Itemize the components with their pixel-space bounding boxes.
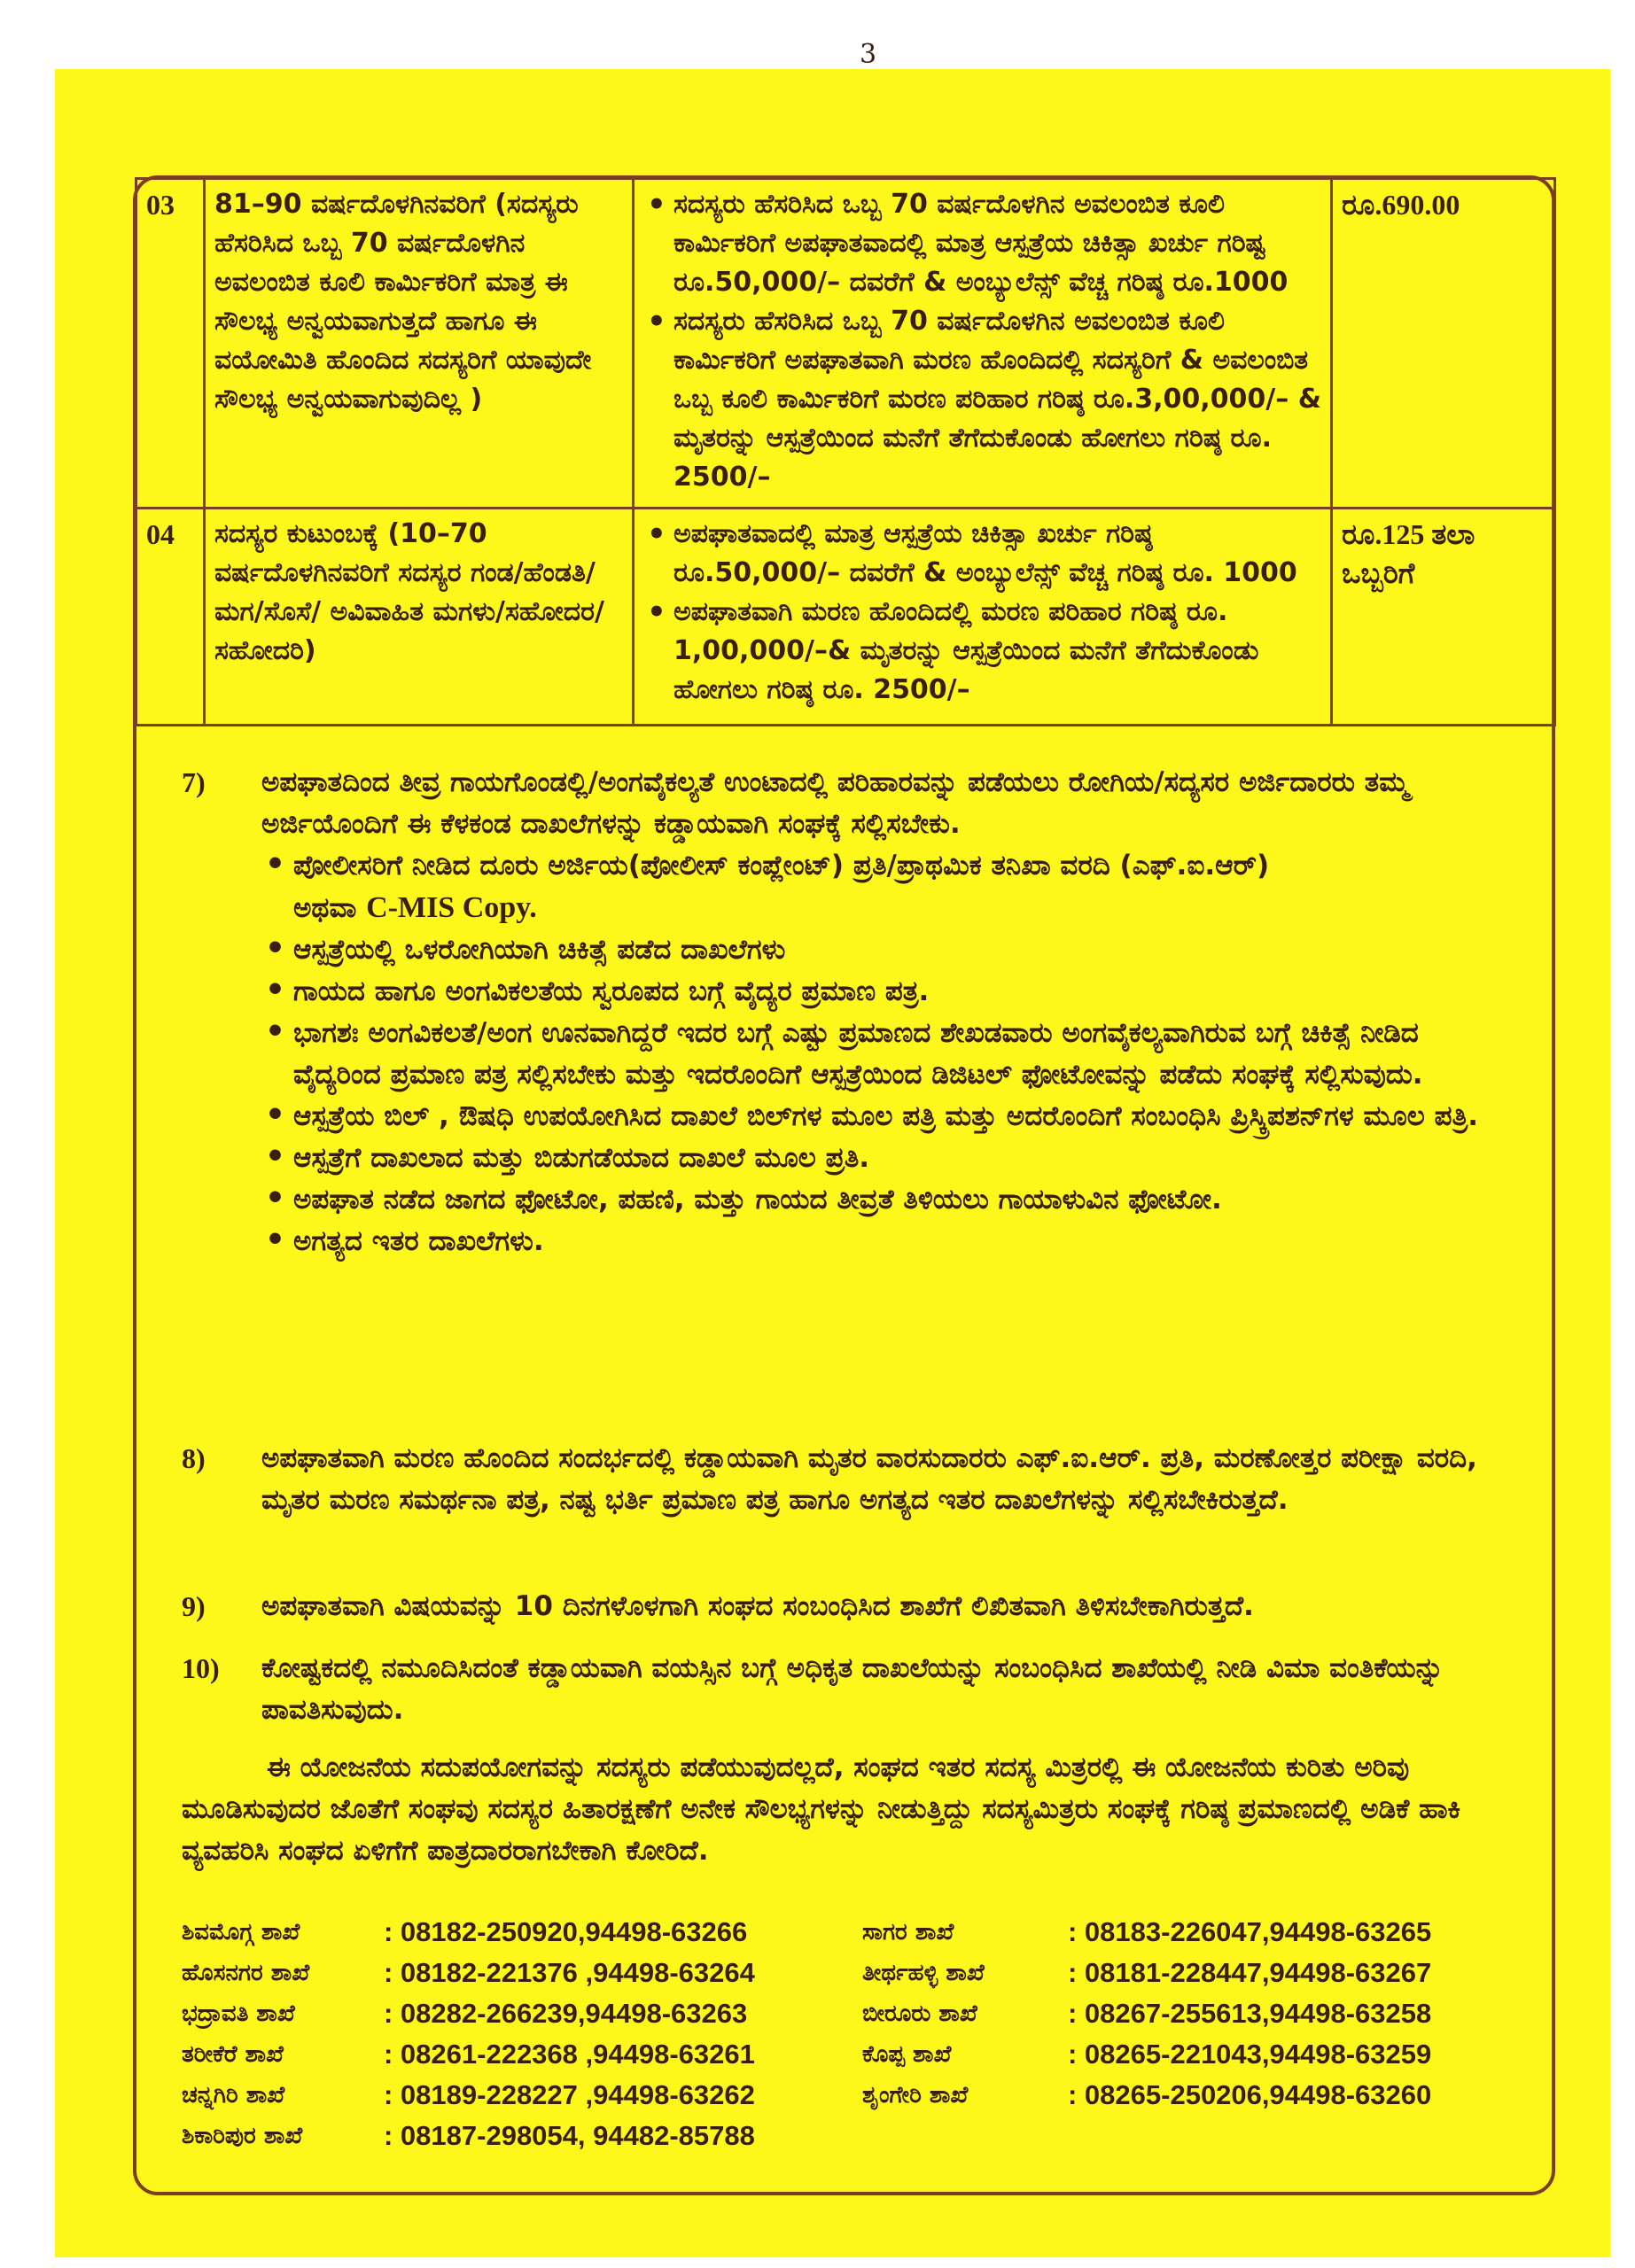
plan-serial: 03 xyxy=(136,179,205,509)
document-or: ಅಥವಾ xyxy=(293,892,357,924)
branch-phone: : 08189-228227 ,94498-63262 xyxy=(384,2079,755,2110)
branch-name: ಶಿಕಾರಿಪುರ ಶಾಖೆ xyxy=(182,2122,303,2149)
benefit-item: • ಸದಸ್ಯರು ಹೆಸರಿಸಿದ ಒಬ್ಬ 70 ವರ್ಷದೊಳಗಿನ ಅವಲಂಬಿತ ಕೂಲಿ ಕಾರ್ಮಿಕರಿಗೆ ಅಪಘಾತವಾದಲ್ಲಿ ಮಾತ್ರ ಆಸ್ಪತ್ರೆಯ ಚಿಕಿತ್ಸಾ ಖರ್ಚು ಗರಿಷ್ಟ ರೂ.50,000/– ದವರೆಗೆ & ಅಂಬ್ಯುಲೆನ್ಸ್ ವೆಚ್ಚ ಗರಿಷ್ಠ ರೂ.1000 xyxy=(643,185,1321,302)
table-row xyxy=(182,1912,1431,1953)
plan-eligibility: ಸದಸ್ಯರ ಕುಟುಂಬಕ್ಕೆ (10–70 ವರ್ಷದೊಳಗಿನವರಿಗೆ ಸದಸ್ಯರ ಗಂಡ/ಹೆಂಡತಿ/ ಮಗ/ಸೊಸೆ/ ಅವಿವಾಹಿತ ಮಗಳು/ಸಹೋದರ/ ಸಹೋದರಿ) xyxy=(205,509,634,726)
branch-phone: : 08261-222368 ,94498-63261 xyxy=(384,2039,755,2070)
list-item xyxy=(261,845,1511,929)
table-row xyxy=(182,2034,1431,2075)
branch-phone: : 08282-266239,94498-63263 xyxy=(384,1998,748,2029)
point-9 xyxy=(182,1586,1511,1627)
branch-name: ಚನ್ನಗಿರಿ ಶಾಖೆ xyxy=(182,2081,285,2109)
branch-phone: : 08267-255613,94498-63258 xyxy=(1068,1998,1432,2029)
branch-phone xyxy=(1068,2116,1431,2156)
point-number: 9) xyxy=(182,1590,206,1622)
benefit-item: • ಸದಸ್ಯರು ಹೆಸರಿಸಿದ ಒಬ್ಬ 70 ವರ್ಷದೊಳಗಿನ ಅವಲಂಬಿತ ಕೂಲಿ ಕಾರ್ಮಿಕರಿಗೆ ಅಪಘಾತವಾಗಿ ಮರಣ ಹೊಂದಿದಲ್ಲಿ ಸದಸ್ಯರಿಗೆ & ಅವಲಂಬಿತ ಒಬ್ಬ ಕೂಲಿ ಕಾರ್ಮಿಕರಿಗೆ ಮರಣ ಪರಿಹಾರ ಗರಿಷ್ಠ ರೂ.3,00,000/– & ಮೃತರನ್ನು ಆಸ್ಪತ್ರೆಯಿಂದ ಮನೆಗೆ ತೆಗೆದುಕೊಂಡು ಹೋಗಲು ಗರಿಷ್ಠ ರೂ. 2500/– xyxy=(643,302,1321,497)
plans-table xyxy=(135,177,1556,726)
point-text: ಅಪಘಾತದಿಂದ ತೀವ್ರ ಗಾಯಗೊಂಡಲ್ಲಿ/ಅಂಗವೈಕಲ್ಯತೆ ಉಂಟಾದಲ್ಲಿ ಪರಿಹಾರವನ್ನು ಪಡೆಯಲು ರೋಗಿಯ/ಸದ್ಯಸರ ಅರ್ಜಿದಾರರು ತಮ್ಮ ಅರ್ಜಿಯೊಂದಿಗೆ ಈ ಕೆಳಕಂಡ ದಾಖಲೆಗಳನ್ನು ಕಡ್ಡಾಯವಾಗಿ ಸಂಘಕ್ಕೆ ಸಲ್ಲಿಸಬೇಕು. xyxy=(261,766,1409,840)
point-7 xyxy=(182,762,1511,1262)
table-row xyxy=(182,1993,1431,2034)
table-row xyxy=(182,2116,1431,2156)
branch-contacts xyxy=(182,1912,1431,2156)
branch-name: ತರೀಕೆರೆ ಶಾಖೆ xyxy=(182,2040,284,2068)
point-8 xyxy=(182,1438,1511,1521)
branch-phone: : 08183-226047,94498-63265 xyxy=(1068,1916,1432,1947)
list-item: • ಆಸ್ಪತ್ರೆಯ ಬಿಲ್ , ಔಷಧಿ ಉಪಯೋಗಿಸಿದ ದಾಖಲೆ ಬಿಲ್‌ಗಳ ಮೂಲ ಪತ್ರಿ ಮತ್ತು ಅದರೊಂದಿಗೆ ಸಂಬಂಧಿಸಿ ಪ್ರಿಸ್ಕ್ರಿಪಶನ್‌ಗಳ ಮೂಲ ಪತ್ರಿ. xyxy=(261,1096,1511,1138)
plan-benefits xyxy=(634,179,1332,509)
list-item: • ಗಾಯದ ಹಾಗೂ ಅಂಗವಿಕಲತೆಯ ಸ್ವರೂಪದ ಬಗ್ಗೆ ವೈದ್ಯರ ಪ್ರಮಾಣ ಪತ್ರ. xyxy=(261,971,1511,1013)
table-row xyxy=(182,2075,1431,2116)
list-item: • ಭಾಗಶಃ ಅಂಗವಿಕಲತೆ/ಅಂಗ ಊನವಾಗಿದ್ದರೆ ಇದರ ಬಗ್ಗೆ ಎಷ್ಟು ಪ್ರಮಾಣದ ಶೇಖಡವಾರು ಅಂಗವೈಕಲ್ಯವಾಗಿರುವ ಬಗ್ಗೆ ಚಿಕಿತ್ಸೆ ನೀಡಿದ ವೈದ್ಯರಿಂದ ಪ್ರಮಾಣ ಪತ್ರ ಸಲ್ಲಿಸಬೇಕು ಮತ್ತು ಇದರೊಂದಿಗೆ ಆಸ್ಪತ್ರೆಯಿಂದ ಡಿಜಿಟಲ್ ಫೋಟೋವನ್ನು ಪಡೆದು ಸಂಘಕ್ಕೆ ಸಲ್ಲಿಸುವುದು. xyxy=(261,1013,1511,1096)
point-text: ಅಪಘಾತವಾಗಿ ಮರಣ ಹೊಂದಿದ ಸಂದರ್ಭದಲ್ಲಿ ಕಡ್ಡಾಯವಾಗಿ ಮೃತರ ವಾರಸುದಾರರು ಎಫ್.ಐ.ಆರ್. ಪ್ರತಿ, ಮರಣೋತ್ತರ ಪರೀಕ್ಷಾ ವರದಿ, ಮೃತರ ಮರಣ ಸಮರ್ಥನಾ ಪತ್ರ, ನಷ್ಟ ಭರ್ತಿ ಪ್ರಮಾಣ ಪತ್ರ ಹಾಗೂ ಅಗತ್ಯದ ಇತರ ದಾಖಲೆಗಳನ್ನು ಸಲ್ಲಿಸಬೇಕಿರುತ್ತದೆ. xyxy=(261,1442,1477,1516)
point-number: 8) xyxy=(182,1442,206,1474)
page-number: 3 xyxy=(860,39,877,70)
list-item: • ಆಸ್ಪತ್ರೆಗೆ ದಾಖಲಾದ ಮತ್ತು ಬಿಡುಗಡೆಯಾದ ದಾಖಲೆ ಮೂಲ ಪ್ರತಿ. xyxy=(261,1138,1511,1179)
plan-premium: ರೂ.125 ತಲಾ ಒಬ್ಬರಿಗೆ xyxy=(1332,509,1555,726)
plan-premium: ರೂ.690.00 xyxy=(1332,179,1555,509)
branch-name: ಶಿವಮೊಗ್ಗ ಶಾಖೆ xyxy=(182,1918,300,1946)
branch-phone: : 08182-250920,94498-63266 xyxy=(384,1916,748,1947)
benefit-item: • ಅಪಘಾತವಾಗಿ ಮರಣ ಹೊಂದಿದಲ್ಲಿ ಮರಣ ಪರಿಹಾರ ಗರಿಷ್ಠ ರೂ. 1,00,000/–& ಮೃತರನ್ನು ಆಸ್ಪತ್ರೆಯಿಂದ ಮನೆಗೆ ತೆಗೆದುಕೊಂಡು ಹೋಗಲು ಗರಿಷ್ಠ ರೂ. 2500/– xyxy=(643,593,1321,710)
list-item: • ಆಸ್ಪತ್ರೆಯಲ್ಲಿ ಒಳರೋಗಿಯಾಗಿ ಚಿಕಿತ್ಸೆ ಪಡೆದ ದಾಖಲೆಗಳು xyxy=(261,929,1511,971)
branch-name: ಶೃಂಗೇರಿ ಶಾಖೆ xyxy=(862,2081,969,2109)
branch-phone: : 08265-250206,94498-63260 xyxy=(1068,2079,1432,2110)
branch-name: ಭದ್ರಾವತಿ ಶಾಖೆ xyxy=(182,2000,295,2027)
branch-phone: : 08182-221376 ,94498-63264 xyxy=(384,1957,755,1988)
plan-benefits xyxy=(634,509,1332,726)
branch-phone: : 08265-221043,94498-63259 xyxy=(1068,2039,1432,2070)
branch-name: ಕೊಪ್ಪ ಶಾಖೆ xyxy=(862,2040,952,2068)
branch-name: ಸಾಗರ ಶಾಖೆ xyxy=(862,1918,954,1946)
list-item: • ಅಗತ್ಯದ ಇತರ ದಾಖಲೆಗಳು. xyxy=(261,1221,1511,1262)
branch-phone: : 08181-228447,94498-63267 xyxy=(1068,1957,1432,1988)
point-text: ಅಪಘಾತವಾಗಿ ವಿಷಯವನ್ನು 10 ದಿನಗಳೊಳಗಾಗಿ ಸಂಘದ ಸಂಬಂಧಿಸಿದ ಶಾಖೆಗೆ ಲಿಖಿತವಾಗಿ ತಿಳಿಸಬೇಕಾಗಿರುತ್ತದೆ. xyxy=(261,1590,1254,1622)
point-10 xyxy=(182,1648,1511,1731)
branch-name: ಹೊಸನಗರ ಶಾಖೆ xyxy=(182,1959,310,1986)
benefit-item: • ಅಪಘಾತವಾದಲ್ಲಿ ಮಾತ್ರ ಆಸ್ಪತ್ರೆಯ ಚಿಕಿತ್ಸಾ ಖರ್ಚು ಗರಿಷ್ಠ ರೂ.50,000/– ದವರೆಗೆ & ಅಂಬ್ಯುಲೆನ್ಸ್ ವೆಚ್ಚ ಗರಿಷ್ಠ ರೂ. 1000 xyxy=(643,515,1321,593)
branch-name: ಬೀರೂರು ಶಾಖೆ xyxy=(862,2000,977,2027)
branch-name xyxy=(862,2116,1068,2156)
point-number: 7) xyxy=(182,766,206,798)
plan-eligibility: 81–90 ವರ್ಷದೊಳಗಿನವರಿಗೆ (ಸದಸ್ಯರು ಹೆಸರಿಸಿದ ಒಬ್ಬ 70 ವರ್ಷದೊಳಗಿನ ಅವಲಂಬಿತ ಕೂಲಿ ಕಾರ್ಮಿಕರಿಗೆ ಮಾತ್ರ ಈ ಸೌಲಭ್ಯ ಅನ್ವಯವಾಗುತ್ತದೆ ಹಾಗೂ ಈ ವಯೋಮಿತಿ ಹೊಂದಿದ ಸದಸ್ಯರಿಗೆ ಯಾವುದೇ ಸೌಲಭ್ಯ ಅನ್ವಯವಾಗುವುದಿಲ್ಲ ) xyxy=(205,179,634,509)
cmis-copy: C-MIS Copy. xyxy=(366,891,537,924)
closing-paragraph: ಈ ಯೋಜನೆಯ ಸದುಪಯೋಗವನ್ನು ಸದಸ್ಯರು ಪಡೆಯುವುದಲ್ಲದೆ, ಸಂಘದ ಇತರ ಸದಸ್ಯ ಮಿತ್ರರಲ್ಲಿ ಈ ಯೋಜನೆಯ ಕುರಿತು ಅರಿವು ಮೂಡಿಸುವುದರ ಜೊತೆಗೆ ಸಂಘವು ಸದಸ್ಯರ ಹಿತಾರಕ್ಷಣೆಗೆ ಅನೇಕ ಸೌಲಭ್ಯಗಳನ್ನು ನೀಡುತ್ತಿದ್ದು ಸದಸ್ಯಮಿತ್ರರು ಸಂಘಕ್ಕೆ ಗರಿಷ್ಠ ಪ್ರಮಾಣದಲ್ಲಿ ಅಡಿಕೆ ಹಾಕಿ ವ್ಯವಹರಿಸಿ ಸಂಘದ ಏಳಿಗೆಗೆ ಪಾತ್ರದಾರರಾಗಬೇಕಾಗಿ ಕೋರಿದೆ. xyxy=(182,1751,1461,1867)
branch-name: ತೀರ್ಥಹಳ್ಳಿ ಶಾಖೆ xyxy=(862,1959,985,1986)
plan-serial: 04 xyxy=(136,509,205,726)
branch-phone: : 08187-298054, 94482-85788 xyxy=(384,2120,755,2151)
table-row xyxy=(136,509,1555,726)
table-row xyxy=(136,179,1555,509)
point-text: ಕೋಷ್ಟಕದಲ್ಲಿ ನಮೂದಿಸಿದಂತೆ ಕಡ್ಡಾಯವಾಗಿ ವಯಸ್ಸಿನ ಬಗ್ಗೆ ಅಧಿಕೃತ ದಾಖಲೆಯನ್ನು ಸಂಬಂಧಿಸಿದ ಶಾಖೆಯಲ್ಲಿ ನೀಡಿ ವಿಮಾ ವಂತಿಕೆಯನ್ನು ಪಾವತಿಸುವುದು. xyxy=(261,1652,1444,1726)
document-text: ಪೋಲೀಸರಿಗೆ ನೀಡಿದ ದೂರು ಅರ್ಜಿಯ(ಪೋಲೀಸ್ ಕಂಪ್ಲೇಂಟ್) ಪ್ರತಿ/ಪ್ರಾಥಮಿಕ ತನಿಖಾ ವರದಿ (ಎಫ್.ಐ.ಆರ್) xyxy=(293,850,1270,882)
point-number: 10) xyxy=(182,1652,220,1684)
table-row xyxy=(182,1953,1431,1993)
required-documents-list xyxy=(261,845,1511,1262)
list-item: • ಅಪಘಾತ ನಡೆದ ಜಾಗದ ಫೋಟೋ, ಪಹಣಿ, ಮತ್ತು ಗಾಯದ ತೀವ್ರತೆ ತಿಳಿಯಲು ಗಾಯಾಳುವಿನ ಫೋಟೋ. xyxy=(261,1179,1511,1221)
